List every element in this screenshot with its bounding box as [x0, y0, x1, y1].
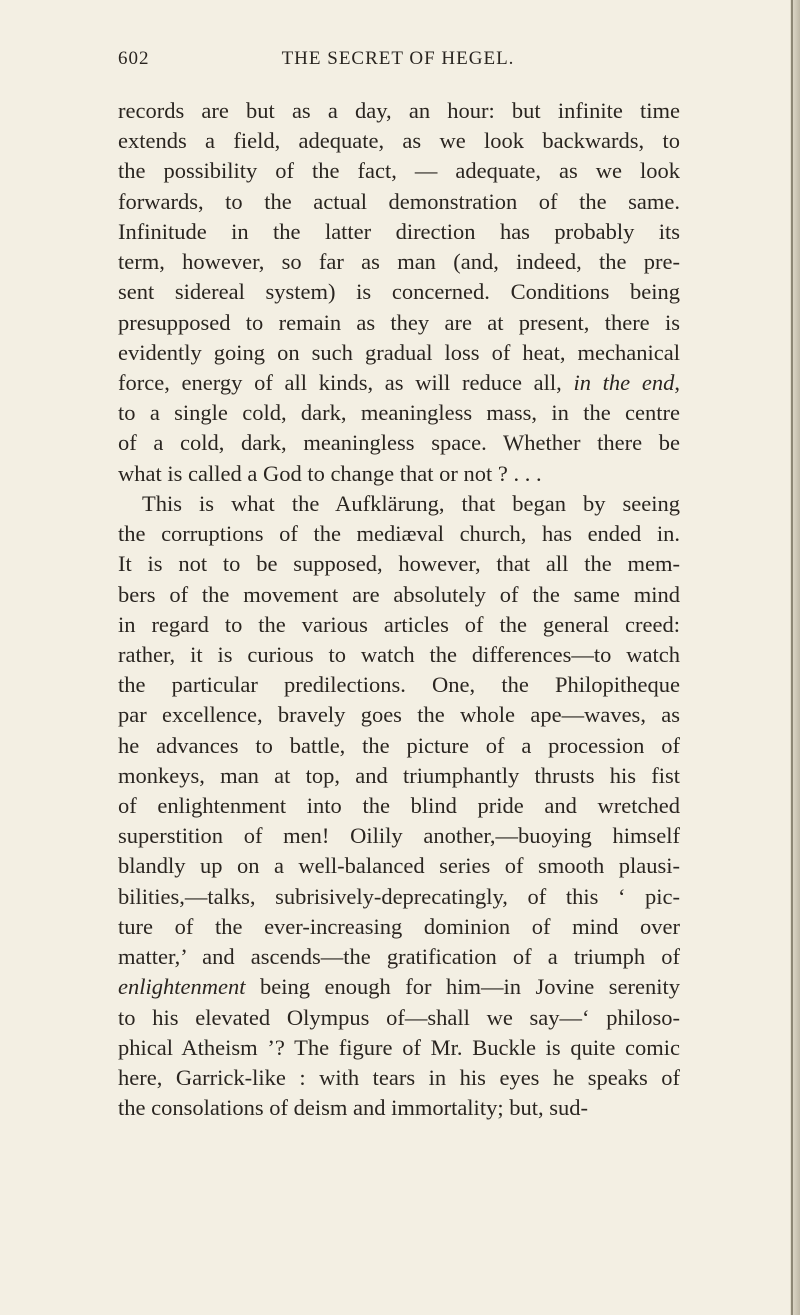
text-segment: par excellence, bravely goes the whole ape—waves, as	[118, 702, 680, 728]
text-segment: Infinitude in the latter direction has probably its	[118, 218, 680, 244]
text-line	[118, 368, 680, 398]
text-segment: matter,’ and ascends—the gratification of a triumph of	[118, 944, 680, 970]
text-segment: This is what the Aufklärung, that began by seeing	[142, 490, 680, 516]
text-segment: in regard to the various articles of the general creed:	[118, 611, 680, 637]
text-segment: blandly up on a well-balanced series of smooth plausi-	[118, 853, 680, 879]
text-line	[118, 851, 680, 881]
page-number: 602	[118, 48, 150, 69]
text-segment: sent sidereal system) is concerned. Conditions being	[118, 279, 680, 305]
text-segment: phical Atheism ’? The figure of Mr. Buckle is quite comic	[118, 1034, 680, 1060]
text-line	[118, 912, 680, 942]
text-line	[118, 156, 680, 186]
text-line	[118, 882, 680, 912]
text-line	[118, 398, 680, 428]
text-line	[118, 640, 680, 670]
text-segment: the consolations of deism and immortality; but, sud-	[118, 1095, 588, 1121]
text-line	[118, 489, 680, 519]
text-line	[118, 247, 680, 277]
text-segment: to his elevated Olympus of—shall we say—‘ philoso-	[118, 1004, 680, 1030]
text-line	[118, 217, 680, 247]
text-segment: presupposed to remain as they are at present, there is	[118, 309, 680, 335]
text-segment: monkeys, man at top, and triumphantly thrusts his fist	[118, 762, 680, 788]
text-segment: the possibility of the fact, — adequate, as we look	[118, 158, 680, 184]
text-segment: extends a field, adequate, as we look backwards, to	[118, 128, 680, 154]
text-line	[118, 972, 680, 1002]
text-line	[118, 459, 680, 489]
text-line	[118, 1063, 680, 1093]
text-segment: rather, it is curious to watch the differences—to watch	[118, 641, 680, 667]
text-segment: to a single cold, dark, meaningless mass, in the centre	[118, 400, 680, 426]
text-line	[118, 1033, 680, 1063]
text-segment: term, however, so far as man (and, indeed, the pre-	[118, 249, 680, 275]
text-segment: here, Garrick-like : with tears in his eyes he speaks of	[118, 1065, 680, 1090]
text-line	[118, 1093, 680, 1123]
text-segment: the particular predilections. One, the Philopitheque	[118, 672, 680, 698]
text-line	[118, 308, 680, 338]
body-text	[118, 96, 680, 1123]
text-segment: records are but as a day, an hour: but infinite time	[118, 98, 680, 123]
running-title: THE SECRET OF HEGEL.	[281, 48, 515, 69]
text-segment: superstition of men! Oilily another,—buoying himself	[118, 823, 680, 849]
text-line	[118, 731, 680, 761]
text-segment: forwards, to the actual demonstration of the same.	[118, 188, 680, 214]
text-line	[118, 428, 680, 458]
italic-phrase: in the end	[573, 369, 675, 395]
text-segment: of a cold, dark, meaningless space. Whether there be	[118, 430, 680, 456]
text-line	[118, 610, 680, 640]
text-segment: he advances to battle, the picture of a procession of	[118, 732, 680, 758]
binding-line	[791, 0, 793, 1315]
text-line	[118, 942, 680, 972]
text-line	[118, 549, 680, 579]
text-line	[118, 187, 680, 217]
text-segment: the corruptions of the mediæval church, has ended in.	[118, 521, 680, 547]
text-line	[118, 126, 680, 156]
text-segment: It is not to be supposed, however, that all the mem-	[118, 551, 680, 577]
text-line	[118, 96, 680, 126]
italic-phrase: enlightenment	[118, 974, 246, 1000]
text-line	[118, 791, 680, 821]
text-segment: bilities,—talks, subrisively-deprecatingly, of this ‘ pic-	[118, 883, 680, 909]
text-segment: what is called a God to change that or not ? . . .	[118, 460, 542, 486]
text-segment: bers of the movement are absolutely of the same mind	[118, 581, 680, 607]
text-line	[118, 519, 680, 549]
text-segment: of enlightenment into the blind pride and wretched	[118, 793, 680, 819]
text-line	[118, 670, 680, 700]
text-segment: evidently going on such gradual loss of heat, mechanical	[118, 339, 680, 365]
text-segment: force, energy of all kinds, as will reduce all,	[118, 369, 574, 395]
text-line	[118, 700, 680, 730]
text-line	[118, 821, 680, 851]
text-segment: ture of the ever-increasing dominion of mind over	[118, 913, 680, 939]
text-line	[118, 277, 680, 307]
text-line	[118, 761, 680, 791]
page-header	[118, 48, 678, 78]
text-segment: being enough for him—in Jovine serenity	[245, 974, 680, 1000]
text-segment: ,	[674, 369, 680, 395]
text-line	[118, 580, 680, 610]
text-line	[118, 338, 680, 368]
text-line	[118, 1003, 680, 1033]
